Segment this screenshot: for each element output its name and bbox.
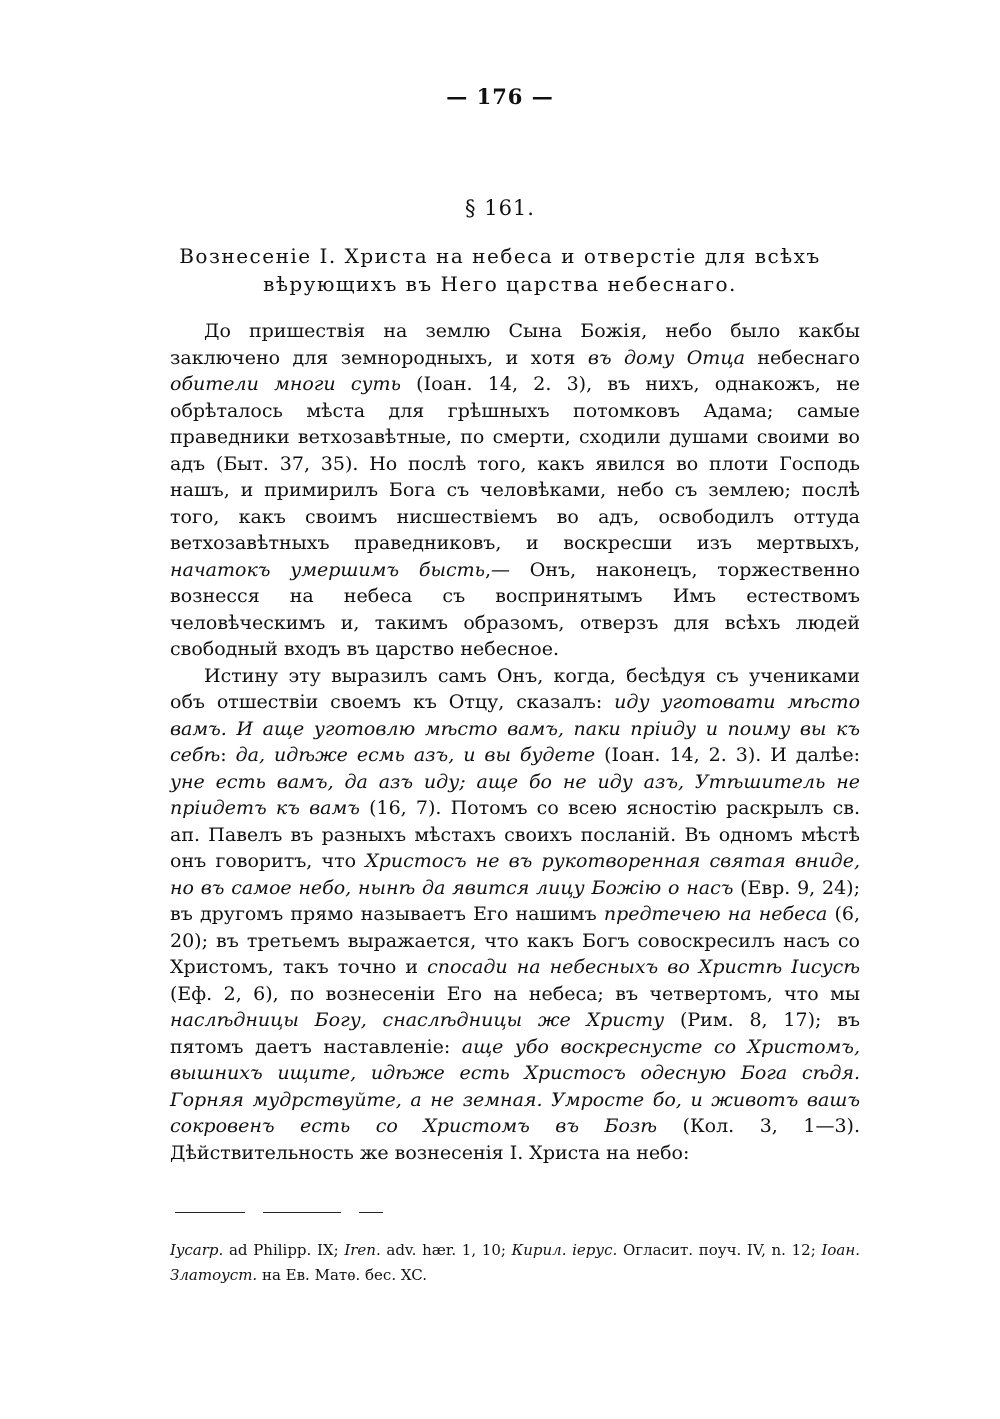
italic-quote: иду уготовати мѣсто вамъ. И аще уготовлю мѣсто вамъ, паки пріиду и поиму вы къ себѣ	[170, 691, 861, 766]
italic-quote: уне есть вамъ, да азъ иду; аще бо не иду азъ, Утѣшитель не пріидетъ къ вамъ	[170, 770, 860, 819]
italic-quote: Iren.	[344, 1241, 381, 1259]
italic-quote: спосади на небесныхъ во Христѣ Іисусѣ	[427, 956, 860, 978]
italic-quote: Іycarp.	[170, 1241, 224, 1259]
section-title: Вознесеніе І. Христа на небеса и отверстіе для всѣхъ вѣрующихъ въ Него царства небеснаго.	[179, 244, 821, 296]
italic-quote: обители многи суть	[170, 373, 401, 395]
footnote: Іycarp. ad Philipp. IX; Iren. adv. hær. 1, 10; Кирил. iерус. Огласит. поуч. IV, n. 12; Іоан. Златоуст. на Ев. Матѳ. бес. XC.	[170, 1241, 860, 1284]
italic-quote: наслѣдницы Богу, снаслѣдницы же Христу	[170, 1009, 665, 1031]
italic-quote: Кирил. iерус.	[511, 1241, 618, 1259]
paragraph-2: Истину эту выразилъ самъ Онъ, когда, бесѣдуя съ учениками объ отшествіи своемъ къ Отцу, сказалъ: иду уготовати мѣсто вамъ. И аще уготовлю мѣсто вамъ, паки пріиду и поиму вы къ себѣ: да, идѣже есмь азъ, и вы будете (Іоан. 14, 2. 3). И далѣе: уне есть вамъ, да азъ иду; аще бо не иду азъ, Утѣшитель не пріидетъ къ вамъ (16, 7). Потомъ со всею ясностію раскрылъ св. ап. Павелъ въ разныхъ мѣстахъ своихъ посланій. Въ одномъ мѣстѣ онъ говоритъ, что Христосъ не въ рукотворенная святая вниде, но въ самое небо, нынѣ да явится лицу Божію о насъ (Евр. 9, 24); въ другомъ прямо называетъ Его нашимъ предтечею на небеса (6, 20); въ третьемъ выражается, что какъ Богъ совоскресилъ насъ со Христомъ, такъ точно и спосади на небесныхъ во Христѣ Іисусѣ (Еф. 2, 6), по вознесеніи Его на небеса; въ четвертомъ, что мы наслѣдницы Богу, снаслѣдницы же Христу (Рим. 8, 17); въ пятомъ даетъ наставленіе: аще убо воскреснусте со Христомъ, вышнихъ ищите, идѣже есть Христосъ одесную Бога сѣдя. Горняя мудрствуйте, а не земная. Умросте бо, и животъ вашъ сокровенъ есть со Христомъ въ Бозѣ (Кол. 3, 1—3). Дѣйствительность же вознесенія І. Христа на небо:	[170, 664, 861, 1164]
italic-quote: Іоан. Златоуст.	[170, 1241, 860, 1284]
italic-quote: Христосъ не въ рукотворенная святая вниде, но въ самое небо, нынѣ да явится лицу Божію о насъ	[170, 850, 860, 899]
italic-quote: предтечею на небеса	[603, 903, 828, 925]
footnote-separator	[175, 1212, 385, 1214]
italic-quote: начатокъ умершимъ бысть	[170, 558, 485, 581]
italic-quote: аще убо воскреснусте со Христомъ, вышнихъ ищите, идѣже есть Христосъ одесную Бога сѣдя. Горняя мудрствуйте, а не земная. Умросте бо, и животъ вашъ сокровенъ есть со Христомъ въ Бозѣ	[170, 1035, 861, 1137]
italic-quote: въ дому Отца	[587, 346, 745, 369]
paragraph-1: До пришествія на землю Сына Божія, небо было какбы заключено для земнородныхъ, и хотя въ дому Отца небеснаго обители многи суть (Іоан. 14, 2. 3), въ нихъ, однакожъ, не обрѣталось мѣста для грѣшныхъ потомковъ Адама; самые праведники ветхозавѣтные, по смерти, сходили душами своими во адъ (Быт. 37, 35). Но послѣ того, какъ явился во плоти Господь нашъ, и примирилъ Бога съ человѣками, небо съ землею; послѣ того, какъ своимъ нисшествіемъ во адъ, освободилъ оттуда ветхозавѣтныхъ праведниковъ, и воскресши изъ мертвыхъ, начатокъ умершимъ бысть,— Онъ, наконецъ, торжественно вознесся на небеса съ воспринятымъ Имъ естествомъ человѣческимъ и, такимъ образомъ, отверзъ для всѣхъ людей свободный входъ въ царство небесное.	[170, 320, 860, 660]
italic-quote: да, идѣже есмь азъ, и вы будете	[235, 744, 596, 766]
section-number: § 161.	[465, 196, 535, 220]
body-text	[170, 318, 860, 1166]
page-number: — 176 —	[446, 84, 554, 109]
